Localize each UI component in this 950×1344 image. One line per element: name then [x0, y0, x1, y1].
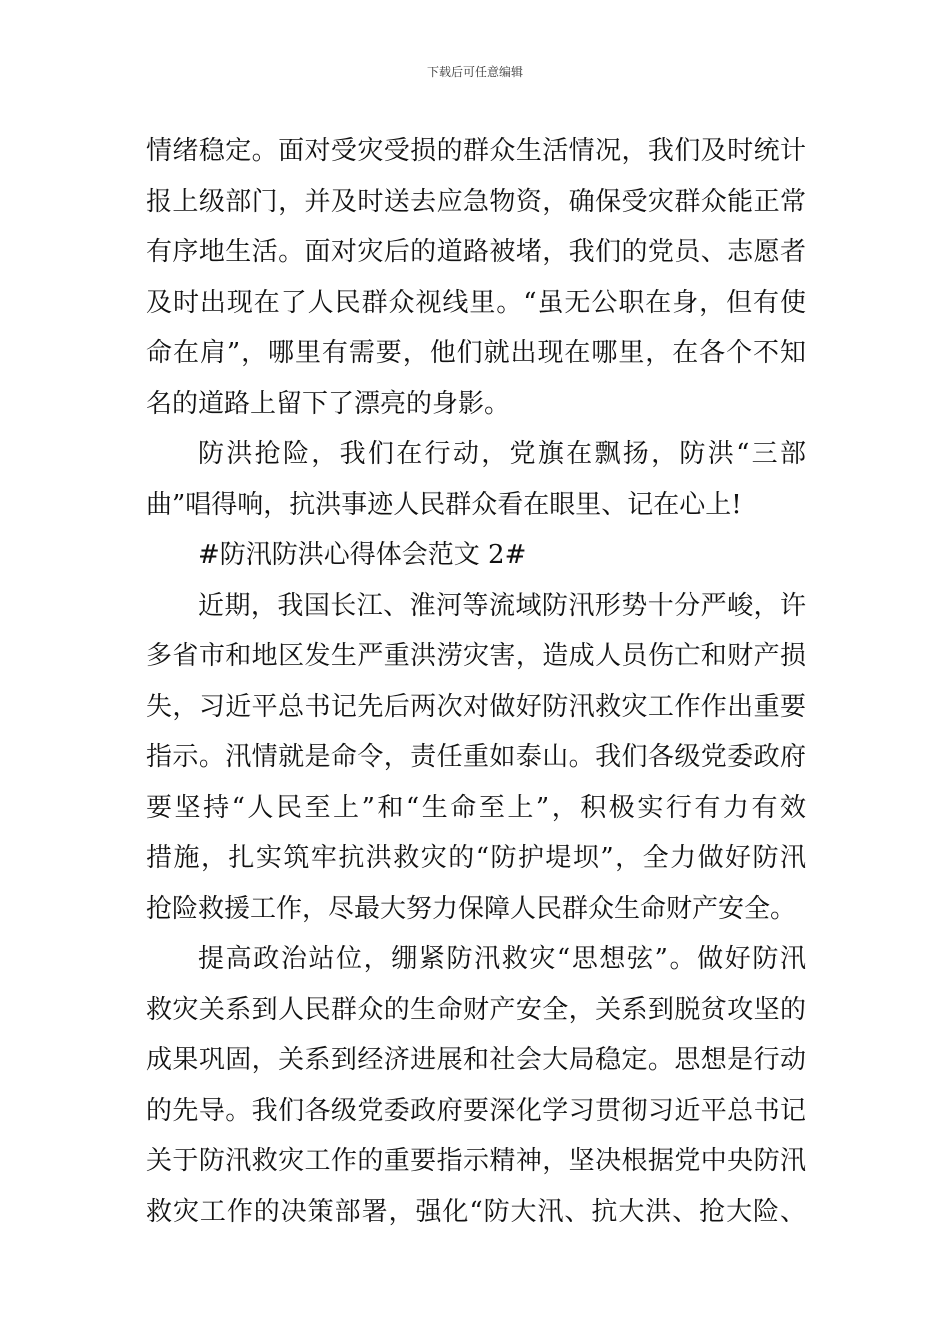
- text-line: 有序地生活。面对灾后的道路被堵，我们的党员、志愿者: [146, 237, 806, 267]
- text-line: 曲”唱得响，抗洪事迹人民群众看在眼里、记在心上!: [146, 489, 742, 520]
- text-line: 指示。汛情就是命令，责任重如泰山。我们各级党委政府: [146, 742, 806, 772]
- page-header: 下载后可任意编辑: [426, 65, 523, 79]
- text-line: 的先导。我们各级党委政府要深化学习贯彻习近平总书记: [146, 1095, 806, 1126]
- text-line: 命在肩”，哪里有需要，他们就出现在哪里，在各个不知: [146, 338, 806, 368]
- text-line: 提高政治站位，绷紧防汛救灾“思想弦”。做好防汛: [198, 944, 806, 974]
- text-line: 救灾工作的决策部署，强化“防大汛、抗大洪、抢大险、: [146, 1196, 806, 1227]
- text-line: 报上级部门，并及时送去应急物资，确保受灾群众能正常: [146, 186, 806, 217]
- text-line: 成果巩固，关系到经济进展和社会大局稳定。思想是行动: [146, 1045, 806, 1075]
- text-line: 情绪稳定。面对受灾受损的群众生活情况，我们及时统计: [146, 136, 806, 166]
- document-body: [146, 126, 806, 1237]
- paragraph: [146, 530, 806, 581]
- text-line: 要坚持“人民至上”和“生命至上”，积极实行有力有效: [146, 792, 806, 823]
- text-line: 措施，扎实筑牢抗洪救灾的“防护堤坝”，全力做好防汛: [146, 843, 806, 873]
- paragraph: [146, 934, 806, 1237]
- paragraph: [146, 429, 806, 530]
- text-line: 多省市和地区发生严重洪涝灾害，造成人员伤亡和财产损: [146, 641, 806, 671]
- text-line: 抢险救援工作，尽最大努力保障人民群众生命财产安全。: [146, 893, 797, 924]
- paragraph: [146, 581, 806, 935]
- text-line: 防洪抢险，我们在行动，党旗在飘扬，防洪“三部: [198, 439, 806, 469]
- text-line: 失，习近平总书记先后两次对做好防汛救灾工作作出重要: [146, 691, 806, 722]
- paragraph: [146, 126, 806, 429]
- text-line: 名的道路上留下了漂亮的身影。: [146, 388, 511, 419]
- text-line: 近期，我国长江、淮河等流域防汛形势十分严峻，许: [198, 590, 806, 621]
- text-line: 救灾关系到人民群众的生命财产安全，关系到脱贫攻坚的: [146, 994, 806, 1025]
- text-line: 关于防汛救灾工作的重要指示精神，坚决根据党中央防汛: [146, 1146, 806, 1176]
- text-line: 及时出现在了人民群众视线里。“虽无公职在身，但有使: [146, 287, 806, 318]
- text-line: #防汛防洪心得体会范文 2#: [198, 540, 527, 570]
